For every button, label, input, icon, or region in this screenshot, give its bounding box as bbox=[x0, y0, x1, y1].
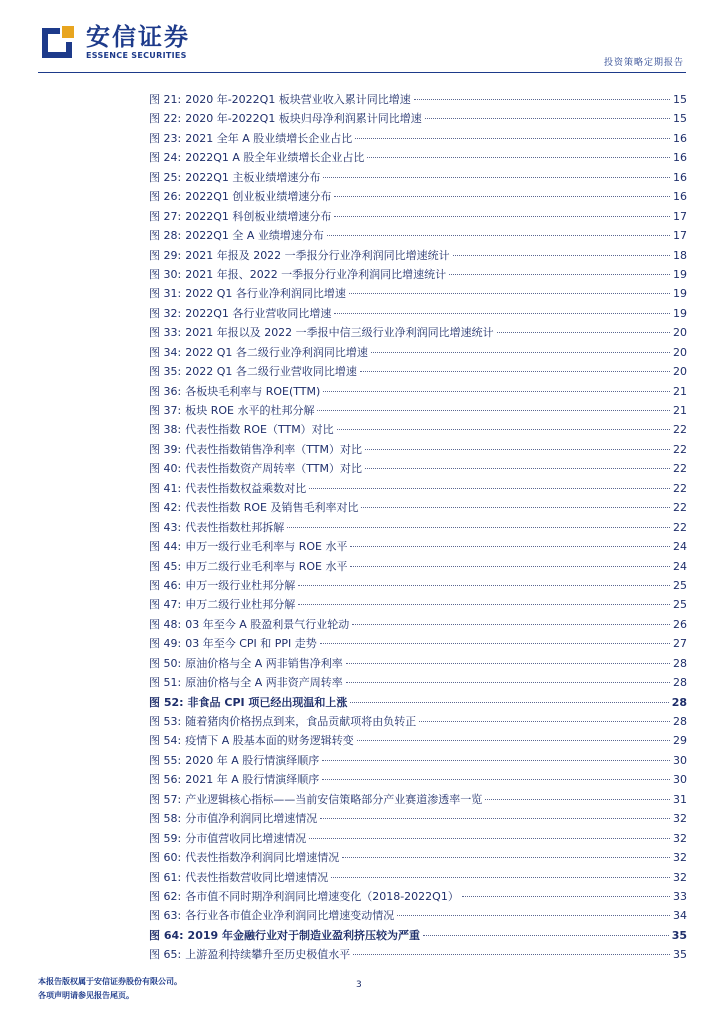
toc-dot-leader bbox=[334, 216, 670, 217]
toc-entry-page: 16 bbox=[673, 190, 687, 204]
toc-entry-page: 35 bbox=[673, 948, 687, 962]
toc-entry-title: 上游盈利持续攀升至历史极值水平 bbox=[185, 948, 351, 962]
toc-entry-label: 图 59: bbox=[149, 831, 182, 845]
toc-entry-label: 图 42: bbox=[149, 501, 182, 515]
toc-entry-page: 22 bbox=[673, 462, 687, 476]
toc-entry-label: 图 46: bbox=[149, 578, 182, 592]
toc-entry-page: 21 bbox=[673, 384, 687, 398]
toc-entry-label: 图 55: bbox=[149, 753, 182, 767]
toc-entry-page: 17 bbox=[673, 229, 687, 243]
toc-entry-label: 图 48: bbox=[149, 617, 182, 631]
toc-entry-page: 28 bbox=[673, 715, 687, 728]
toc-entry[interactable] bbox=[149, 168, 687, 187]
toc-entry-title: 2022Q1 各行业营收同比增速 bbox=[185, 306, 332, 320]
toc-entry-label: 图 45: bbox=[149, 559, 182, 573]
toc-entry[interactable] bbox=[149, 498, 687, 517]
toc-entry-page: 24 bbox=[673, 559, 687, 573]
logo-chinese-name: 安信证券 bbox=[86, 23, 190, 51]
toc-entry-page: 21 bbox=[673, 404, 687, 417]
toc-dot-leader bbox=[334, 313, 670, 314]
toc-entry-page: 27 bbox=[673, 637, 687, 651]
toc-entry-page: 25 bbox=[673, 578, 687, 592]
toc-entry-title: 2021 年 A 股行情演绎顺序 bbox=[185, 773, 320, 787]
toc-entry[interactable] bbox=[149, 90, 687, 109]
toc-entry-page: 22 bbox=[673, 423, 687, 437]
toc-entry-title: 板块 ROE 水平的杜邦分解 bbox=[185, 404, 315, 417]
toc-dot-leader bbox=[337, 429, 670, 430]
toc-entry[interactable] bbox=[149, 906, 687, 925]
toc-entry-title: 代表性指数资产周转率（TTM）对比 bbox=[185, 462, 362, 476]
toc-dot-leader bbox=[423, 935, 669, 936]
toc-entry-title: 代表性指数 ROE 及销售毛利率对比 bbox=[185, 501, 359, 515]
toc-entry-page: 26 bbox=[673, 617, 687, 631]
toc-entry-label: 图 28: bbox=[149, 229, 182, 243]
toc-entry[interactable] bbox=[149, 226, 687, 245]
page-header bbox=[0, 0, 724, 72]
toc-dot-leader bbox=[414, 99, 670, 100]
toc-dot-leader bbox=[353, 954, 670, 955]
toc-entry[interactable] bbox=[149, 284, 687, 303]
figure-table-of-contents bbox=[149, 90, 687, 965]
toc-dot-leader bbox=[349, 293, 670, 294]
toc-entry-title: 2022Q1 创业板业绩增速分布 bbox=[185, 190, 332, 204]
toc-dot-leader bbox=[365, 449, 670, 450]
toc-dot-leader bbox=[309, 838, 670, 839]
toc-entry-label: 图 40: bbox=[149, 462, 182, 476]
toc-entry-title: 2020 年-2022Q1 板块营业收入累计同比增速 bbox=[185, 93, 411, 106]
toc-entry[interactable] bbox=[149, 265, 687, 284]
toc-dot-leader bbox=[327, 235, 670, 236]
toc-dot-leader bbox=[485, 799, 670, 800]
toc-dot-leader bbox=[342, 857, 670, 858]
toc-entry-title: 各市值不同时期净利润同比增速变化（2018-2022Q1） bbox=[185, 889, 459, 903]
toc-entry-page: 25 bbox=[673, 598, 687, 612]
logo-english-name: ESSENCE SECURITIES bbox=[86, 51, 187, 60]
toc-dot-leader bbox=[419, 721, 670, 722]
toc-entry-label: 图 22: bbox=[149, 112, 182, 126]
toc-entry[interactable] bbox=[149, 945, 687, 964]
toc-entry-page: 22 bbox=[673, 520, 687, 534]
toc-entry-label: 图 23: bbox=[149, 131, 182, 145]
toc-entry-title: 申万一级行业毛利率与 ROE 水平 bbox=[185, 540, 348, 554]
toc-entry-label: 图 65: bbox=[149, 948, 182, 962]
toc-entry[interactable] bbox=[149, 557, 687, 576]
toc-entry-title: 2022Q1 主板业绩增速分布 bbox=[185, 170, 321, 184]
toc-entry-label: 图 32: bbox=[149, 306, 182, 320]
toc-entry[interactable] bbox=[149, 323, 687, 342]
toc-dot-leader bbox=[365, 468, 670, 469]
toc-dot-leader bbox=[453, 255, 670, 256]
toc-dot-leader bbox=[322, 779, 670, 780]
toc-entry-label: 图 62: bbox=[149, 889, 182, 903]
report-type-label: 投资策略定期报告 bbox=[603, 58, 684, 68]
toc-entry[interactable] bbox=[149, 693, 687, 712]
toc-entry-page: 22 bbox=[673, 501, 687, 515]
toc-entry-title: 代表性指数权益乘数对比 bbox=[185, 481, 307, 495]
toc-entry-title: 分市值营收同比增速情况 bbox=[185, 831, 307, 845]
toc-entry[interactable] bbox=[149, 595, 687, 614]
toc-entry-page: 32 bbox=[673, 831, 687, 845]
toc-entry-title: 代表性指数净利润同比增速情况 bbox=[185, 851, 340, 865]
toc-entry-label: 图 36: bbox=[149, 384, 182, 398]
toc-entry[interactable] bbox=[149, 479, 687, 498]
toc-entry[interactable] bbox=[149, 712, 687, 731]
toc-entry[interactable] bbox=[149, 382, 687, 401]
toc-entry-title: 申万二级行业毛利率与 ROE 水平 bbox=[185, 559, 348, 573]
toc-dot-leader bbox=[357, 740, 670, 741]
toc-entry[interactable] bbox=[149, 207, 687, 226]
toc-entry[interactable] bbox=[149, 751, 687, 770]
toc-entry-page: 33 bbox=[673, 889, 687, 903]
toc-entry-page: 35 bbox=[671, 928, 687, 942]
toc-dot-leader bbox=[350, 702, 668, 703]
toc-entry-title: 2022Q1 全 A 业绩增速分布 bbox=[185, 229, 324, 243]
toc-entry-title: 疫情下 A 股基本面的财务逻辑转变 bbox=[185, 734, 354, 748]
toc-entry-label: 图 58: bbox=[149, 812, 182, 826]
toc-entry[interactable] bbox=[149, 673, 687, 692]
toc-entry-label: 图 27: bbox=[149, 209, 182, 223]
toc-entry-page: 17 bbox=[673, 209, 687, 223]
toc-dot-leader bbox=[355, 138, 670, 139]
toc-entry-title: 2021 年报、2022 一季报分行业净利润同比增速统计 bbox=[185, 267, 447, 281]
toc-entry-title: 代表性指数 ROE（TTM）对比 bbox=[185, 423, 334, 437]
toc-entry-label: 图 63: bbox=[149, 909, 182, 923]
toc-entry[interactable] bbox=[149, 187, 687, 206]
toc-entry-label: 图 39: bbox=[149, 442, 182, 456]
toc-entry-title: 代表性指数杜邦拆解 bbox=[185, 520, 285, 534]
toc-dot-leader bbox=[367, 157, 670, 158]
toc-entry-title: 2019 年金融行业对于制造业盈利挤压较为严重 bbox=[187, 928, 420, 942]
toc-entry-label: 图 35: bbox=[149, 365, 182, 379]
toc-dot-leader bbox=[397, 915, 670, 916]
toc-dot-leader bbox=[322, 760, 670, 761]
toc-entry-page: 31 bbox=[673, 792, 687, 806]
header-divider bbox=[38, 72, 686, 73]
toc-entry-label: 图 31: bbox=[149, 287, 182, 301]
toc-entry-label: 图 25: bbox=[149, 170, 182, 184]
toc-entry-title: 原油价格与全 A 两非资产周转率 bbox=[185, 676, 343, 690]
toc-entry-page: 15 bbox=[673, 93, 687, 106]
toc-entry[interactable] bbox=[149, 868, 687, 887]
toc-entry-label: 图 52: bbox=[149, 695, 184, 709]
toc-entry-title: 2022Q1 A 股全年业绩增长企业占比 bbox=[185, 151, 365, 165]
toc-entry-page: 22 bbox=[673, 481, 687, 495]
toc-entry-title: 2022 Q1 各二级行业营收同比增速 bbox=[185, 365, 357, 379]
toc-entry[interactable] bbox=[149, 654, 687, 673]
toc-entry-label: 图 61: bbox=[149, 870, 182, 884]
toc-entry-title: 2021 年报及 2022 一季报分行业净利润同比增速统计 bbox=[185, 248, 450, 262]
toc-entry-label: 图 29: bbox=[149, 248, 182, 262]
toc-entry[interactable] bbox=[149, 362, 687, 381]
toc-entry[interactable] bbox=[149, 809, 687, 828]
toc-entry-label: 图 24: bbox=[149, 151, 182, 165]
toc-dot-leader bbox=[462, 896, 670, 897]
toc-entry-page: 20 bbox=[673, 365, 687, 379]
toc-entry[interactable] bbox=[149, 129, 687, 148]
disclaimer-line: 各项声明请参见报告尾页。 bbox=[38, 991, 134, 1000]
toc-dot-leader bbox=[317, 410, 670, 411]
toc-dot-leader bbox=[309, 488, 670, 489]
toc-entry-page: 15 bbox=[673, 112, 687, 126]
toc-entry-label: 图 44: bbox=[149, 540, 182, 554]
toc-entry-label: 图 30: bbox=[149, 267, 182, 281]
toc-dot-leader bbox=[346, 682, 670, 683]
toc-entry[interactable] bbox=[149, 246, 687, 265]
toc-entry-label: 图 47: bbox=[149, 598, 182, 612]
toc-dot-leader bbox=[449, 274, 670, 275]
toc-entry-title: 2020 年 A 股行情演绎顺序 bbox=[185, 753, 320, 767]
toc-entry[interactable] bbox=[149, 576, 687, 595]
toc-entry-title: 分市值净利润同比增速情况 bbox=[185, 812, 318, 826]
toc-entry-title: 非食品 CPI 项已经出现温和上涨 bbox=[187, 695, 348, 709]
toc-entry-label: 图 49: bbox=[149, 637, 182, 651]
toc-dot-leader bbox=[350, 566, 670, 567]
toc-entry-label: 图 33: bbox=[149, 326, 182, 340]
toc-dot-leader bbox=[298, 585, 670, 586]
toc-entry-page: 19 bbox=[673, 287, 687, 301]
toc-entry-page: 16 bbox=[673, 170, 687, 184]
toc-entry-label: 图 60: bbox=[149, 851, 182, 865]
toc-entry[interactable] bbox=[149, 848, 687, 867]
toc-entry-label: 图 56: bbox=[149, 773, 182, 787]
toc-entry-title: 2021 年报以及 2022 一季报中信三级行业净利润同比增速统计 bbox=[185, 326, 494, 340]
toc-entry[interactable] bbox=[149, 926, 687, 945]
toc-entry[interactable] bbox=[149, 343, 687, 362]
toc-entry[interactable] bbox=[149, 109, 687, 128]
toc-entry-label: 图 34: bbox=[149, 345, 182, 359]
toc-entry-page: 34 bbox=[673, 909, 687, 923]
toc-entry-title: 申万二级行业杜邦分解 bbox=[185, 598, 296, 612]
toc-entry-page: 28 bbox=[673, 656, 687, 670]
company-logo bbox=[38, 22, 190, 62]
toc-entry-title: 2022Q1 科创板业绩增速分布 bbox=[185, 209, 332, 223]
toc-entry-title: 申万一级行业杜邦分解 bbox=[185, 578, 296, 592]
toc-entry-page: 28 bbox=[673, 676, 687, 690]
toc-dot-leader bbox=[323, 391, 670, 392]
toc-entry-title: 代表性指数销售净利率（TTM）对比 bbox=[185, 442, 362, 456]
toc-entry-title: 各行业各市值企业净利润同比增速变动情况 bbox=[185, 909, 395, 923]
toc-entry-page: 16 bbox=[673, 131, 687, 145]
toc-entry-label: 图 51: bbox=[149, 676, 182, 690]
toc-entry-title: 原油价格与全 A 两非销售净利率 bbox=[185, 656, 343, 670]
page-number: 3 bbox=[356, 980, 362, 990]
toc-entry[interactable] bbox=[149, 615, 687, 634]
toc-entry-page: 18 bbox=[673, 248, 687, 262]
toc-entry-page: 32 bbox=[673, 870, 687, 884]
toc-entry-title: 2021 全年 A 股业绩增长企业占比 bbox=[185, 131, 353, 145]
toc-entry-page: 28 bbox=[671, 695, 687, 709]
toc-entry[interactable] bbox=[149, 148, 687, 167]
toc-entry-page: 19 bbox=[673, 306, 687, 320]
toc-entry-page: 32 bbox=[673, 851, 687, 865]
toc-dot-leader bbox=[320, 818, 670, 819]
toc-entry-label: 图 21: bbox=[149, 93, 182, 106]
toc-entry-title: 2022 Q1 各二级行业净利润同比增速 bbox=[185, 345, 368, 359]
toc-entry-label: 图 26: bbox=[149, 190, 182, 204]
toc-entry-page: 20 bbox=[673, 345, 687, 359]
toc-dot-leader bbox=[371, 352, 670, 353]
toc-dot-leader bbox=[320, 643, 670, 644]
toc-entry-label: 图 43: bbox=[149, 520, 182, 534]
toc-entry[interactable] bbox=[149, 829, 687, 848]
toc-entry[interactable] bbox=[149, 887, 687, 906]
toc-entry-page: 32 bbox=[673, 812, 687, 826]
toc-dot-leader bbox=[323, 177, 670, 178]
toc-entry-title: 代表性指数营收同比增速情况 bbox=[185, 870, 329, 884]
toc-entry-title: 2020 年-2022Q1 板块归母净利润累计同比增速 bbox=[185, 112, 422, 126]
toc-entry[interactable] bbox=[149, 770, 687, 789]
toc-entry-title: 03 年至今 CPI 和 PPI 走势 bbox=[185, 637, 317, 651]
toc-entry-title: 2022 Q1 各行业净利润同比增速 bbox=[185, 287, 346, 301]
toc-dot-leader bbox=[360, 371, 670, 372]
toc-dot-leader bbox=[334, 196, 670, 197]
toc-dot-leader bbox=[425, 118, 670, 119]
toc-dot-leader bbox=[346, 663, 670, 664]
toc-entry[interactable] bbox=[149, 440, 687, 459]
toc-entry[interactable] bbox=[149, 420, 687, 439]
toc-entry[interactable] bbox=[149, 401, 687, 420]
toc-dot-leader bbox=[352, 624, 670, 625]
toc-dot-leader bbox=[298, 604, 670, 605]
toc-dot-leader bbox=[287, 527, 670, 528]
toc-entry-page: 22 bbox=[673, 442, 687, 456]
toc-dot-leader bbox=[497, 332, 670, 333]
toc-entry[interactable] bbox=[149, 731, 687, 750]
toc-entry-page: 29 bbox=[673, 734, 687, 748]
toc-entry-label: 图 41: bbox=[149, 481, 182, 495]
toc-entry-page: 30 bbox=[673, 753, 687, 767]
toc-entry[interactable] bbox=[149, 459, 687, 478]
copyright-line: 本报告版权属于安信证券股份有限公司。 bbox=[38, 977, 182, 986]
toc-entry[interactable] bbox=[149, 537, 687, 556]
toc-entry[interactable] bbox=[149, 304, 687, 323]
toc-entry-title: 随着猪肉价格拐点到来，食品贡献项将由负转正 bbox=[185, 715, 417, 728]
toc-entry-label: 图 64: bbox=[149, 928, 184, 942]
toc-entry-label: 图 38: bbox=[149, 423, 182, 437]
toc-dot-leader bbox=[350, 546, 670, 547]
toc-entry-label: 图 54: bbox=[149, 734, 182, 748]
logo-mark-icon bbox=[38, 22, 78, 62]
toc-entry-page: 20 bbox=[673, 326, 687, 340]
toc-entry[interactable] bbox=[149, 634, 687, 653]
toc-dot-leader bbox=[361, 507, 670, 508]
toc-entry-label: 图 50: bbox=[149, 656, 182, 670]
toc-entry-title: 03 年至今 A 股盈利景气行业轮动 bbox=[185, 617, 350, 631]
toc-entry-page: 24 bbox=[673, 540, 687, 554]
toc-dot-leader bbox=[331, 877, 670, 878]
toc-entry-title: 各板块毛利率与 ROE(TTM) bbox=[185, 384, 321, 398]
toc-entry-label: 图 53: bbox=[149, 715, 182, 728]
toc-entry-page: 16 bbox=[673, 151, 687, 165]
toc-entry-page: 30 bbox=[673, 773, 687, 787]
toc-entry-label: 图 37: bbox=[149, 404, 182, 417]
toc-entry-title: 产业逻辑核心指标——当前安信策略部分产业赛道渗透率一览 bbox=[185, 792, 483, 806]
toc-entry-page: 19 bbox=[673, 267, 687, 281]
toc-entry[interactable] bbox=[149, 790, 687, 809]
toc-entry[interactable] bbox=[149, 518, 687, 537]
copyright-note bbox=[38, 975, 182, 1003]
toc-entry-label: 图 57: bbox=[149, 792, 182, 806]
